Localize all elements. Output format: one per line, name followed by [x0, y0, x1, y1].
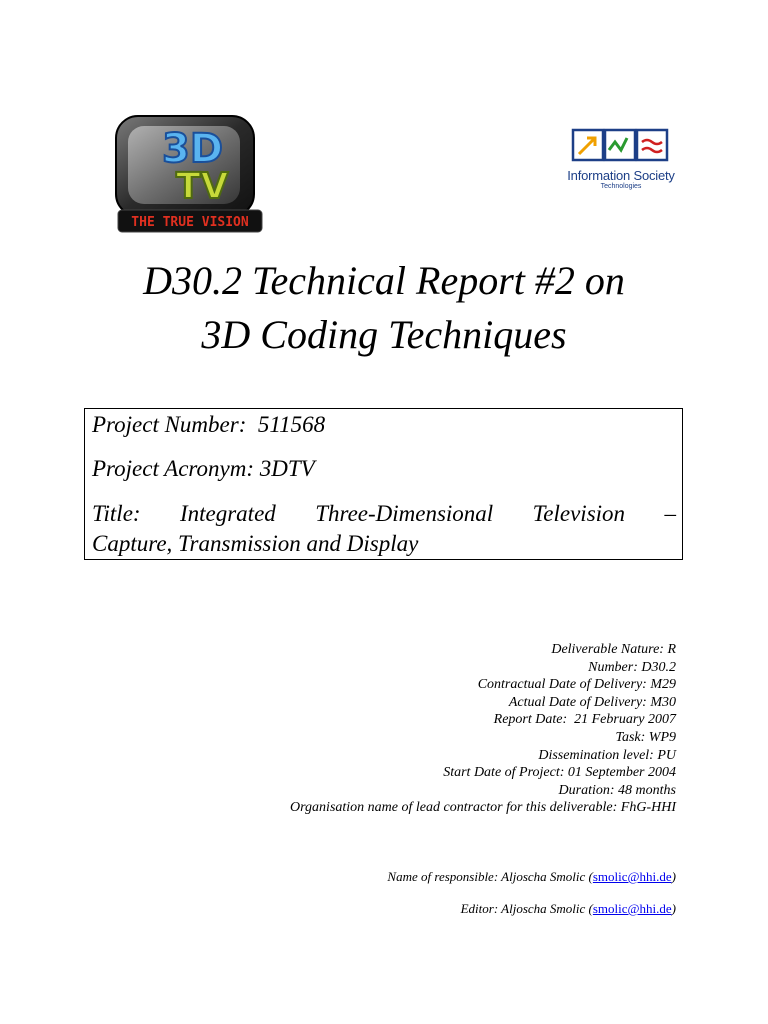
editor-label: Editor: Aljoscha Smolic ( — [460, 901, 593, 916]
project-acronym-label: Project Acronym: — [92, 456, 255, 481]
project-acronym-value: 3DTV — [259, 456, 315, 481]
deliverable-nature: Deliverable Nature: R — [551, 642, 676, 657]
editor-close: ) — [671, 901, 676, 916]
editor-line — [461, 900, 676, 918]
project-title-line — [92, 499, 676, 559]
information-society-logo-icon — [555, 126, 687, 196]
report-date: Report Date: 21 February 2007 — [493, 712, 676, 728]
project-acronym-line — [92, 455, 676, 483]
start-date: Start Date of Project: 01 September 2004 — [443, 765, 676, 781]
editor-email-link[interactable]: smolic@hhi.de — [592, 901, 672, 916]
actual-date: Actual Date of Delivery: M30 — [508, 694, 676, 710]
project-title-word: Integrated — [179, 501, 276, 526]
title-line-1: D30.2 Technical Report #2 on — [143, 258, 625, 303]
lead-contractor: Organisation name of lead contractor for this deliverable: FhG-HHI — [290, 800, 676, 816]
project-title-label: Title: — [92, 501, 141, 526]
contractual-date: Contractual Date of Delivery: M29 — [477, 677, 676, 693]
title-line-2: 3D Coding Techniques — [201, 312, 567, 357]
project-number-value: 511568 — [257, 412, 326, 437]
true-vision-banner: THE TRUE VISION — [131, 215, 249, 230]
project-title-word: – — [664, 501, 676, 526]
technologies-label: Technologies — [600, 183, 642, 190]
project-title-row-1 — [92, 499, 676, 529]
project-title-row-2: Capture, Transmission and Display — [92, 531, 419, 556]
3dtv-logo-icon — [112, 112, 264, 236]
duration: Duration: 48 months — [558, 782, 676, 798]
tv-logo-text: TV — [176, 166, 229, 207]
project-number-label: Project Number: — [92, 412, 247, 437]
responsible-line — [387, 868, 676, 886]
responsible-close: ) — [671, 869, 676, 884]
project-number-line — [92, 411, 676, 439]
responsible-email-link[interactable]: smolic@hhi.de — [592, 869, 672, 884]
task: Task: WP9 — [615, 729, 676, 745]
information-society-label: Information Society — [567, 168, 675, 183]
project-title-word: Television — [532, 501, 626, 526]
deliverable-number: Number: D30.2 — [588, 659, 676, 675]
responsible-label: Name of responsible: Aljoscha Smolic ( — [387, 869, 593, 884]
project-info-box — [84, 408, 683, 560]
deliverable-metadata — [290, 641, 676, 817]
dissemination-level: Dissemination level: PU — [538, 747, 676, 763]
project-title-word: Three-Dimensional — [315, 501, 494, 526]
3d-logo-text: 3D — [162, 126, 224, 172]
document-title — [0, 254, 768, 362]
